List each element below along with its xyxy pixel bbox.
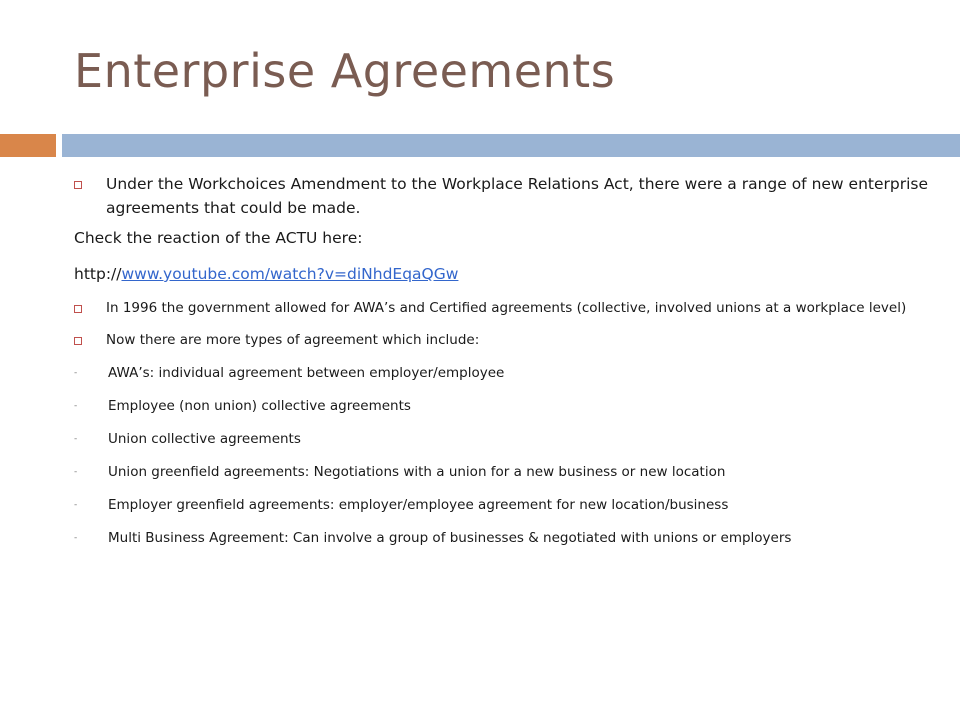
video-link-line <box>74 262 934 286</box>
title-underline-blue-band <box>62 134 960 157</box>
dash-marker: - <box>74 467 78 477</box>
square-bullet-icon <box>74 181 82 189</box>
list-item <box>74 528 934 548</box>
square-bullet-icon <box>74 305 82 313</box>
dash-marker: - <box>74 401 78 411</box>
bullet-1996-awa <box>74 298 934 318</box>
bullet-workchoices <box>74 172 934 220</box>
list-item-text: Union greenfield agreements: Negotiations with a union for a new business or new location <box>108 464 726 480</box>
list-item <box>74 495 934 515</box>
list-item-text: AWA’s: individual agreement between employer/employee <box>108 365 505 381</box>
list-item <box>74 363 934 383</box>
square-bullet-icon <box>74 337 82 345</box>
check-reaction-line: Check the reaction of the ACTU here: <box>74 229 363 247</box>
slide-title: Enterprise Agreements <box>74 44 616 98</box>
bullet-text: Under the Workchoices Amendment to the Workplace Relations Act, there were a range of new enterprise agreements that could be made. <box>106 175 929 217</box>
dash-marker: - <box>74 368 78 378</box>
list-item <box>74 429 934 449</box>
youtube-link[interactable]: www.youtube.com/watch?v=diNhdEqaQGw <box>121 265 459 283</box>
list-item-text: Multi Business Agreement: Can involve a group of businesses & negotiated with unions or employers <box>108 530 792 546</box>
dash-marker: - <box>74 500 78 510</box>
title-underline-orange-band <box>0 134 56 157</box>
url-prefix: http:// <box>74 265 122 283</box>
list-item-text: Union collective agreements <box>108 431 301 447</box>
list-item-text: Employee (non union) collective agreements <box>108 398 411 414</box>
bullet-text: Now there are more types of agreement which include: <box>106 332 480 348</box>
list-item <box>74 462 934 482</box>
dash-marker: - <box>74 533 78 543</box>
bullet-more-types <box>74 330 934 350</box>
dash-marker: - <box>74 434 78 444</box>
list-item-text: Employer greenfield agreements: employer/employee agreement for new location/business <box>108 497 729 513</box>
list-item <box>74 396 934 416</box>
slide-body <box>74 172 934 548</box>
bullet-text: In 1996 the government allowed for AWA’s and Certified agreements (collective, involved unions at a workplace level) <box>106 300 907 316</box>
